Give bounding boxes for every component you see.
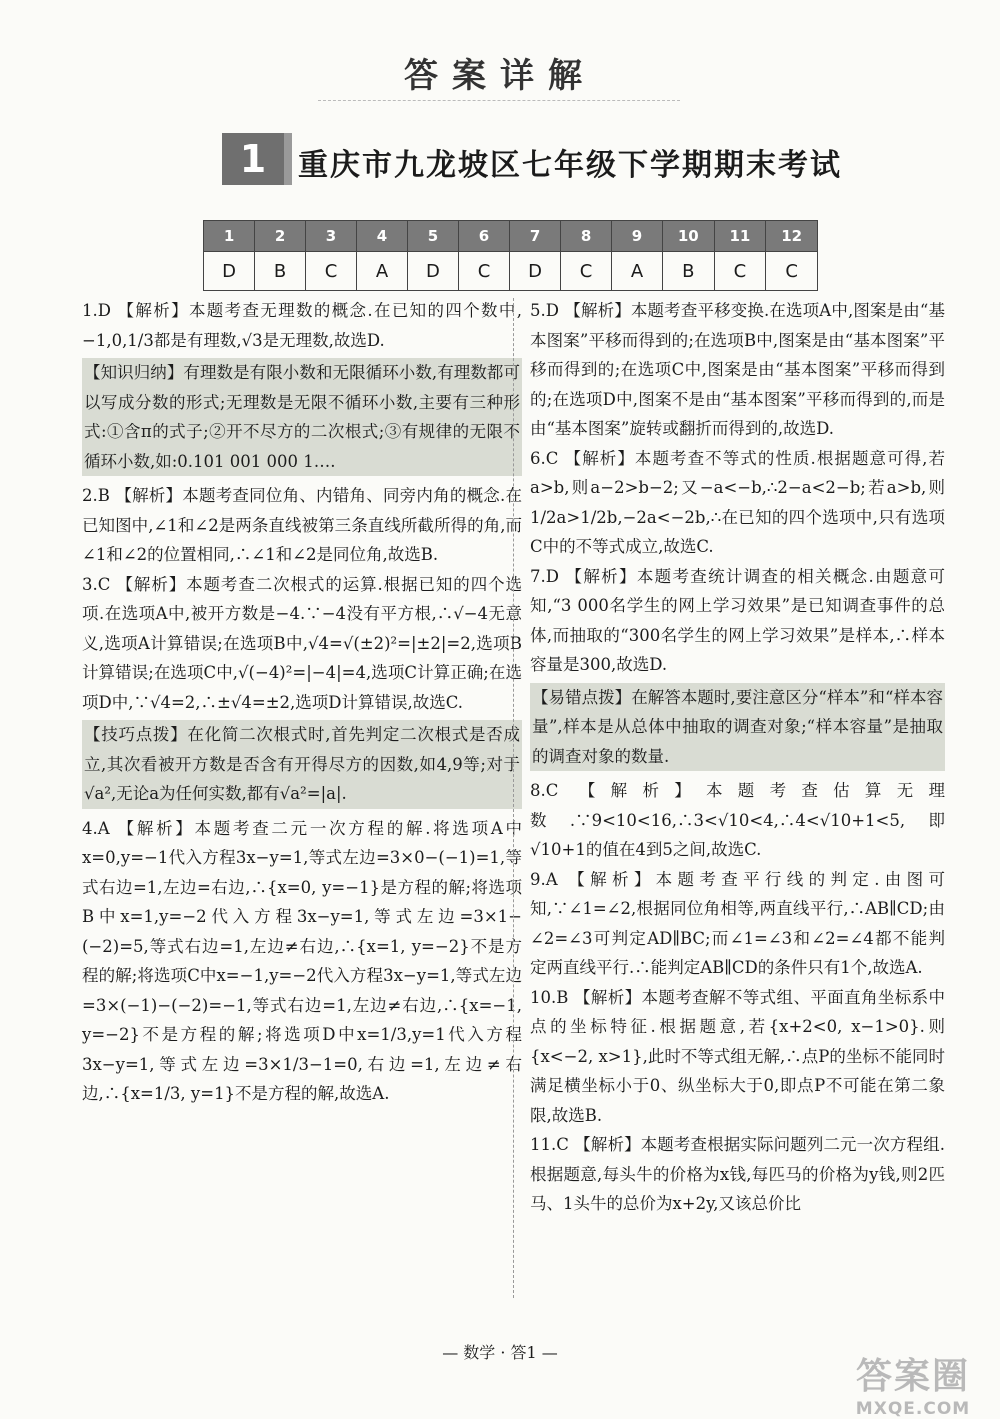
question-number: 1 <box>204 221 255 252</box>
question-number: 6 <box>459 221 510 252</box>
question-number: 4 <box>357 221 408 252</box>
exam-number-badge: 1 <box>222 133 284 185</box>
tip-box: 【技巧点拨】在化简二次根式时,首先判定二次根式是否成立,其次看被开方数是否含有开得尽方的因数,如4,9等;对于√a²,无论a为任何实数,都有√a²=|a|. <box>82 720 522 809</box>
answer-cell: C <box>561 252 612 291</box>
question-number: 7 <box>510 221 561 252</box>
answer-explanation: 1.D 【解析】本题考查无理数的概念.在已知的四个数中,−1,0,1/3都是有理数,√3是无理数,故选D. <box>82 301 522 350</box>
answer-table-header-row <box>204 221 818 252</box>
question-number: 8 <box>561 221 612 252</box>
question-number: 3 <box>306 221 357 252</box>
exam-title: 重庆市九龙坡区七年级下学期期末考试 <box>298 148 842 183</box>
page-title: 答案详解 <box>404 56 596 96</box>
page-footer: — 数学 · 答1 — <box>442 1343 558 1362</box>
question-number: 10 <box>663 221 715 252</box>
answer-cell: B <box>255 252 306 291</box>
answer-cell: C <box>459 252 510 291</box>
answer-cell: D <box>407 252 458 291</box>
answer-cell: C <box>766 252 818 291</box>
answer-explanation: 8.C 【解析】本题考查估算无理数.∵9<10<16,∴3<√10<4,∴4<√10+1<5,即√10+1的值在4到5之间,故选C. <box>530 781 945 859</box>
watermark-url: MXQE.COM <box>855 1399 971 1419</box>
answer-cell: D <box>510 252 561 291</box>
watermark-logo-text: 答案圈 <box>855 1356 970 1397</box>
column-divider <box>513 298 514 1298</box>
answer-explanation: 2.B 【解析】本题考查同位角、内错角、同旁内角的概念.在已知图中,∠1和∠2是两条直线被第三条直线所截所得的角,而∠1和∠2的位置相同,∴∠1和∠2是同位角,故选B. <box>82 486 522 564</box>
answer-explanation: 10.B 【解析】本题考查解不等式组、平面直角坐标系中点的坐标特征.根据题意,若{x+2<0, x−1>0}.则{x<−2, x>1},此时不等式组无解,∴点P的坐标不能同时满足横坐标小于0、纵坐标大于0,即点P不可能在第二象限,故选B. <box>530 987 945 1125</box>
answer-explanation: 7.D 【解析】本题考查统计调查的相关概念.由题意可知,“3 000名学生的网上学习效果”是已知调查事件的总体,而抽取的“300名学生的网上学习效果”是样本,∴样本容量是300,故选D. <box>530 566 945 674</box>
left-column <box>82 296 522 1109</box>
right-column <box>530 296 945 1219</box>
question-number: 12 <box>766 221 818 252</box>
answer-cell: B <box>663 252 715 291</box>
answer-explanation: 9.A 【解析】本题考查平行线的判定.由图可知,∵∠1=∠2,根据同位角相等,两直线平行,∴AB∥CD;由∠2=∠3可判定AD∥BC;而∠1=∠3和∠2=∠4都不能判定两直线平行.∴能判定AB∥CD的条件只有1个,故选A. <box>530 869 945 977</box>
title-divider <box>318 100 680 101</box>
answer-cell: A <box>357 252 408 291</box>
tip-box: 【易错点拨】在解答本题时,要注意区分“样本”和“样本容量”,样本是从总体中抽取的调查对象;“样本容量”是抽取的调查对象的数量. <box>530 683 945 772</box>
question-number: 11 <box>714 221 766 252</box>
answer-cell: D <box>204 252 255 291</box>
tip-box: 【知识归纳】有理数是有限小数和无限循环小数,有理数都可以写成分数的形式;无理数是无限不循环小数,主要有三种形式:①含π的式子;②开不尽方的二次根式;③有规律的无限不循环小数,如:0.101 001 000 1…. <box>82 358 522 476</box>
answer-explanation: 6.C 【解析】本题考查不等式的性质.根据题意可得,若a>b,则a−2>b−2;又−a<−b,∴2−a<2−b;若a>b,则1/2a>1/2b,−2a<−2b,∴在已知的四个选项中,只有选项C中的不等式成立,故选C. <box>530 448 945 556</box>
answer-explanation: 11.C 【解析】本题考查根据实际问题列二元一次方程组.根据题意,每头牛的价格为x钱,每匹马的价格为y钱,则2匹马、1头牛的总价为x+2y,又该总价比 <box>530 1135 945 1213</box>
watermark-logo <box>838 1348 988 1419</box>
answer-explanation: 4.A 【解析】本题考查二元一次方程的解.将选项A中x=0,y=−1代入方程3x−y=1,等式左边=3×0−(−1)=1,等式右边=1,左边=右边,∴{x=0, y=−1}是方程的解;将选项B中x=1,y=−2代入方程3x−y=1,等式左边=3×1−(−2)=5,等式右边=1,左边≠右边,∴{x=1, y=−2}不是方程的解;将选项C中x=−1,y=−2代入方程3x−y=1,等式左边=3×(−1)−(−2)=−1,等式右边=1,左边≠右边,∴{x=−1, y=−2}不是方程的解;将选项D中x=1/3,y=1代入方程3x−y=1,等式左边=3×1/3−1=0,右边=1,左边≠右边,∴{x=1/3, y=1}不是方程的解,故选A. <box>82 818 522 1103</box>
question-number: 2 <box>255 221 306 252</box>
answer-cell: A <box>612 252 663 291</box>
answer-cell: C <box>714 252 766 291</box>
question-number: 9 <box>612 221 663 252</box>
answer-table-answer-row <box>204 252 818 291</box>
answer-explanation: 3.C 【解析】本题考查二次根式的运算.根据已知的四个选项.在选项A中,被开方数是−4.∵−4没有平方根,∴√−4无意义,选项A计算错误;在选项B中,√4=√(±2)²=|±2|=2,选项B计算错误;在选项C中,√(−4)²=|−4|=4,选项C计算正确;在选项D中,∵√4=2,∴±√4=±2,选项D计算错误,故选C. <box>82 574 522 712</box>
answer-explanation: 5.D 【解析】本题考查平移变换.在选项A中,图案是由“基本图案”平移而得到的;在选项B中,图案是由“基本图案”平移而得到的;在选项C中,图案是由“基本图案”平移而得到的;在选项D中,图案不是由“基本图案”平移而得到的,而是由“基本图案”旋转或翻折而得到的,故选D. <box>530 301 945 438</box>
question-number: 5 <box>407 221 458 252</box>
answer-table <box>203 220 818 291</box>
answer-cell: C <box>306 252 357 291</box>
